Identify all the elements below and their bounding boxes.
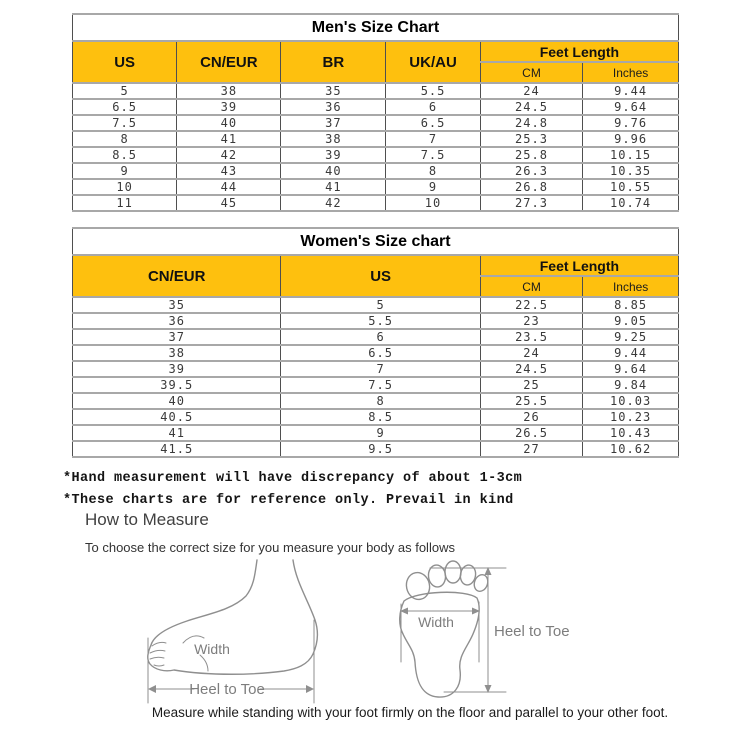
table-cell: 27.3 [480, 195, 582, 211]
table-cell: 36 [281, 99, 386, 115]
table-cell: 6.5 [281, 345, 480, 361]
table-row [73, 99, 679, 115]
arrowhead-left-icon [148, 685, 156, 693]
table-cell: 24 [480, 83, 582, 99]
heel-to-toe-label: Heel to Toe [494, 623, 570, 640]
table-cell: 10.35 [583, 163, 679, 179]
table-cell: 8.85 [583, 297, 679, 313]
heel-to-toe-label: Heel to Toe [189, 681, 265, 698]
womens-size-table [72, 227, 679, 458]
table-cell: 39 [73, 361, 281, 377]
table-cell: 26.8 [480, 179, 582, 195]
womens-table-title-row [73, 228, 679, 255]
table-cell: 10.55 [583, 179, 679, 195]
table-cell: 6 [386, 99, 481, 115]
table-row [73, 313, 679, 329]
table-cell: 10.15 [583, 147, 679, 163]
column-header-cm: CM [480, 62, 582, 83]
table-cell: 40 [73, 393, 281, 409]
foot-side-outline [148, 560, 318, 674]
table-cell: 9.5 [281, 441, 480, 457]
table-cell: 8 [281, 393, 480, 409]
table-cell: 9.44 [583, 83, 679, 99]
column-header-inches: Inches [583, 276, 679, 297]
table-cell: 37 [281, 115, 386, 131]
table-cell: 7.5 [281, 377, 480, 393]
table-row [73, 441, 679, 457]
table-cell: 10 [73, 179, 177, 195]
table-cell: 36 [73, 313, 281, 329]
mens-table-title-row [73, 14, 679, 41]
table-row [73, 345, 679, 361]
column-header-cm: CM [480, 276, 582, 297]
table-cell: 6 [281, 329, 480, 345]
table-cell: 40.5 [73, 409, 281, 425]
table-cell: 26.5 [480, 425, 582, 441]
table-cell: 25 [480, 377, 582, 393]
column-header-feet-length: Feet Length [480, 255, 678, 276]
table-cell: 41.5 [73, 441, 281, 457]
width-label: Width [194, 641, 230, 657]
table-cell: 23.5 [480, 329, 582, 345]
table-cell: 9.25 [583, 329, 679, 345]
table-cell: 35 [281, 83, 386, 99]
middle-toe-icon [445, 561, 461, 583]
table-cell: 39 [281, 147, 386, 163]
mens-table-body [73, 83, 679, 211]
table-cell: 41 [177, 131, 281, 147]
table-cell: 10.74 [583, 195, 679, 211]
mens-size-table [72, 13, 679, 212]
table-row [73, 115, 679, 131]
table-cell: 22.5 [480, 297, 582, 313]
table-row [73, 195, 679, 211]
column-header-feet-length: Feet Length [480, 41, 678, 62]
table-cell: 7.5 [73, 115, 177, 131]
table-cell: 42 [281, 195, 386, 211]
arrowhead-right-icon [306, 685, 314, 693]
table-cell: 24 [480, 345, 582, 361]
table-cell: 9 [386, 179, 481, 195]
womens-table-header-row [73, 255, 679, 276]
column-header-ukau: UK/AU [386, 41, 481, 83]
table-cell: 26.3 [480, 163, 582, 179]
table-cell: 25.3 [480, 131, 582, 147]
pinky-toe-icon [472, 573, 490, 593]
table-cell: 8 [386, 163, 481, 179]
table-cell: 7 [386, 131, 481, 147]
column-header-cneur: CN/EUR [73, 255, 281, 297]
width-label: Width [418, 614, 454, 630]
foot-side-view-diagram [138, 558, 338, 708]
table-cell: 39 [177, 99, 281, 115]
table-cell: 24.8 [480, 115, 582, 131]
table-row [73, 377, 679, 393]
table-row [73, 329, 679, 345]
how-to-measure-subtitle: To choose the correct size for you measure your body as follows [85, 540, 455, 555]
table-row [73, 409, 679, 425]
table-cell: 25.5 [480, 393, 582, 409]
table-cell: 10.23 [583, 409, 679, 425]
table-row [73, 361, 679, 377]
table-cell: 25.8 [480, 147, 582, 163]
table-row [73, 297, 679, 313]
table-cell: 38 [177, 83, 281, 99]
table-cell: 9.64 [583, 99, 679, 115]
column-header-br: BR [281, 41, 386, 83]
table-cell: 8.5 [281, 409, 480, 425]
table-cell: 10.03 [583, 393, 679, 409]
table-cell: 9.05 [583, 313, 679, 329]
table-cell: 11 [73, 195, 177, 211]
table-cell: 35 [73, 297, 281, 313]
table-cell: 7 [281, 361, 480, 377]
table-cell: 37 [73, 329, 281, 345]
table-cell: 24.5 [480, 361, 582, 377]
table-row [73, 179, 679, 195]
table-cell: 23 [480, 313, 582, 329]
table-cell: 41 [73, 425, 281, 441]
table-cell: 10.43 [583, 425, 679, 441]
how-to-measure-title: How to Measure [85, 510, 209, 529]
table-row [73, 147, 679, 163]
table-row [73, 83, 679, 99]
table-cell: 40 [177, 115, 281, 131]
column-header-us: US [73, 41, 177, 83]
table-cell: 24.5 [480, 99, 582, 115]
column-header-us: US [281, 255, 480, 297]
table-cell: 10 [386, 195, 481, 211]
table-row [73, 393, 679, 409]
table-cell: 9.84 [583, 377, 679, 393]
womens-table-title: Women's Size chart [73, 228, 679, 255]
table-cell: 9 [281, 425, 480, 441]
table-cell: 45 [177, 195, 281, 211]
foot-top-view-diagram [388, 552, 588, 708]
table-row [73, 131, 679, 147]
table-cell: 8 [73, 131, 177, 147]
table-row [73, 425, 679, 441]
table-row [73, 163, 679, 179]
table-cell: 6.5 [386, 115, 481, 131]
mens-table-header-row [73, 41, 679, 62]
table-cell: 7.5 [386, 147, 481, 163]
disclaimer-notes [63, 471, 522, 515]
table-cell: 5.5 [281, 313, 480, 329]
measure-instruction-caption: Measure while standing with your foot firmly on the floor and parallel to your other foot. [151, 705, 669, 720]
table-cell: 40 [281, 163, 386, 179]
table-cell: 10.62 [583, 441, 679, 457]
table-cell: 6.5 [73, 99, 177, 115]
table-cell: 8.5 [73, 147, 177, 163]
table-cell: 9.44 [583, 345, 679, 361]
note-reference-only: *These charts are for reference only. Prevail in kind [63, 493, 514, 508]
womens-table-body [73, 297, 679, 457]
toe-detail-lines [150, 642, 166, 666]
mens-table-title: Men's Size Chart [73, 14, 679, 41]
table-cell: 9 [73, 163, 177, 179]
table-cell: 39.5 [73, 377, 281, 393]
table-cell: 5 [73, 83, 177, 99]
ball-girth-line [200, 655, 208, 671]
table-cell: 26 [480, 409, 582, 425]
table-cell: 41 [281, 179, 386, 195]
table-cell: 42 [177, 147, 281, 163]
note-measurement-discrepancy: *Hand measurement will have discrepancy of about 1-3cm [63, 471, 523, 486]
table-cell: 38 [281, 131, 386, 147]
table-cell: 9.76 [583, 115, 679, 131]
table-cell: 9.96 [583, 131, 679, 147]
foot-sole-outline [400, 592, 479, 697]
table-cell: 27 [480, 441, 582, 457]
table-cell: 5 [281, 297, 480, 313]
table-cell: 5.5 [386, 83, 481, 99]
column-header-cneur: CN/EUR [177, 41, 281, 83]
table-cell: 43 [177, 163, 281, 179]
table-cell: 44 [177, 179, 281, 195]
column-header-inches: Inches [583, 62, 679, 83]
table-cell: 38 [73, 345, 281, 361]
table-cell: 9.64 [583, 361, 679, 377]
